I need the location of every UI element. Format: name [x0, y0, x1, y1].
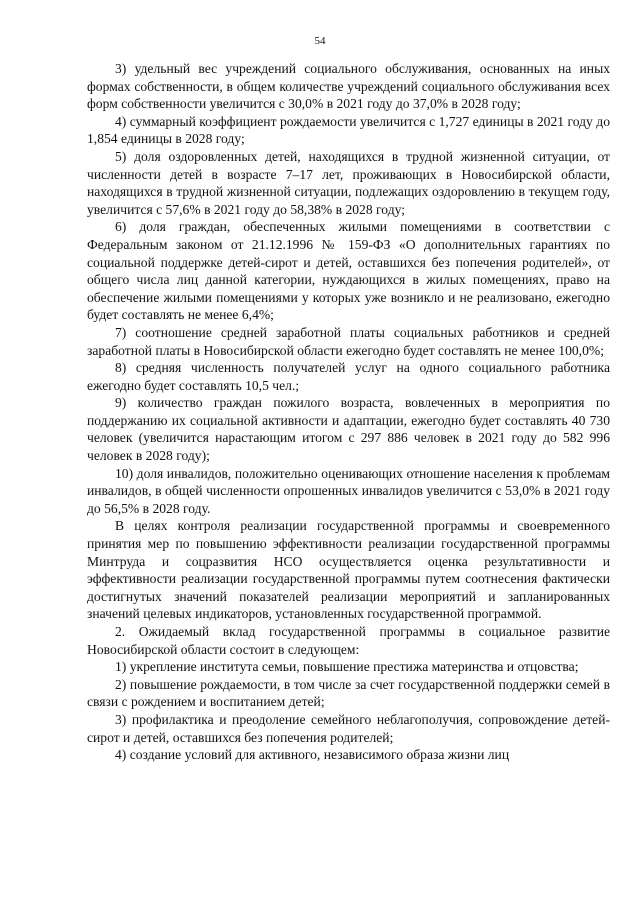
paragraph-monitoring: В целях контроля реализации государственной программы и своевременного принятия мер по повышению эффективности реализации государственной программы Минтруда и соцразвития НСО осуществляется оценка результативности и эффективности реализации государственной программы путем соотнесения фактически достигнутых значений показателей реализации мероприятий и запланированных значений целевых индикаторов, установленных государственной программой.: [87, 518, 610, 622]
paragraph-indicator-3: 3) удельный вес учреждений социального обслуживания, основанных на иных формах собственности, в общем количестве учреждений социального обслуживания всех форм собственности увеличится с 30,0% в 2021 году до 37,0% в 2028 году;: [87, 61, 610, 112]
paragraph-indicator-8: 8) средняя численность получателей услуг на одного социального работника ежегодно будет составлять 10,5 чел.;: [87, 360, 610, 393]
paragraph-contribution-3: 3) профилактика и преодоление семейного неблагополучия, сопровождение детей-сирот и детей, оставшихся без попечения родителей;: [87, 711, 610, 745]
paragraph-indicator-5: 5) доля оздоровленных детей, находящихся в трудной жизненной ситуации, от численности детей в возрасте 7–17 лет, проживающих в Новосибирской области, находящихся в трудной жизненной ситуации, подлежащих оздоровлению в текущем году, увеличится с 57,6% в 2021 году до 58,38% в 2028 году;: [87, 148, 610, 217]
paragraph-indicator-10: 10) доля инвалидов, положительно оценивающих отношение населения к проблемам инвалидов, в общей численности опрошенных инвалидов увеличится с 53,0% в 2021 году до 56,5% в 2028 году.: [87, 465, 610, 516]
page-number: 54: [314, 35, 326, 47]
paragraph-indicator-4: 4) суммарный коэффициент рождаемости увеличится с 1,727 единицы в 2021 году до 1,854 единицы в 2028 году;: [87, 113, 610, 147]
paragraph-section-2-heading: 2. Ожидаемый вклад государственной программы в социальное развитие Новосибирской области состоит в следующем:: [87, 624, 610, 657]
paragraph-indicator-9: 9) количество граждан пожилого возраста, вовлеченных в мероприятия по поддержанию их социальной активности и адаптации, ежегодно будет составлять 40 730 человек (увеличится нарастающим итогом с 297 886 человек в 2021 году до 582 996 человек в 2028 году);: [87, 395, 610, 464]
paragraph-indicator-7: 7) соотношение средней заработной платы социальных работников и средней заработной платы в Новосибирской области ежегодно будет составлять не менее 100,0%;: [87, 324, 610, 358]
paragraph-contribution-1: 1) укрепление института семьи, повышение престижа материнства и отцовства;: [115, 659, 579, 675]
paragraph-indicator-6: 6) доля граждан, обеспеченных жилыми помещениями в соответствии с Федеральным законом от 21.12.1996 № 159-ФЗ «О дополнительных гарантиях по социальной поддержке детей-сирот и детей, оставшихся без попечения родителей», от общего числа лиц данной категории, нуждающихся в жилых помещениях, право на обеспечение жилыми помещениями у которых уже возникло и не реализовано, ежегодно будет составлять не менее 6,4%;: [87, 219, 610, 323]
paragraph-contribution-4: 4) создание условий для активного, независимого образа жизни лиц: [115, 747, 510, 763]
document-body: [87, 60, 610, 764]
paragraph-contribution-2: 2) повышение рождаемости, в том числе за счет государственной поддержки семей в связи с рождением и воспитанием детей;: [87, 676, 610, 710]
